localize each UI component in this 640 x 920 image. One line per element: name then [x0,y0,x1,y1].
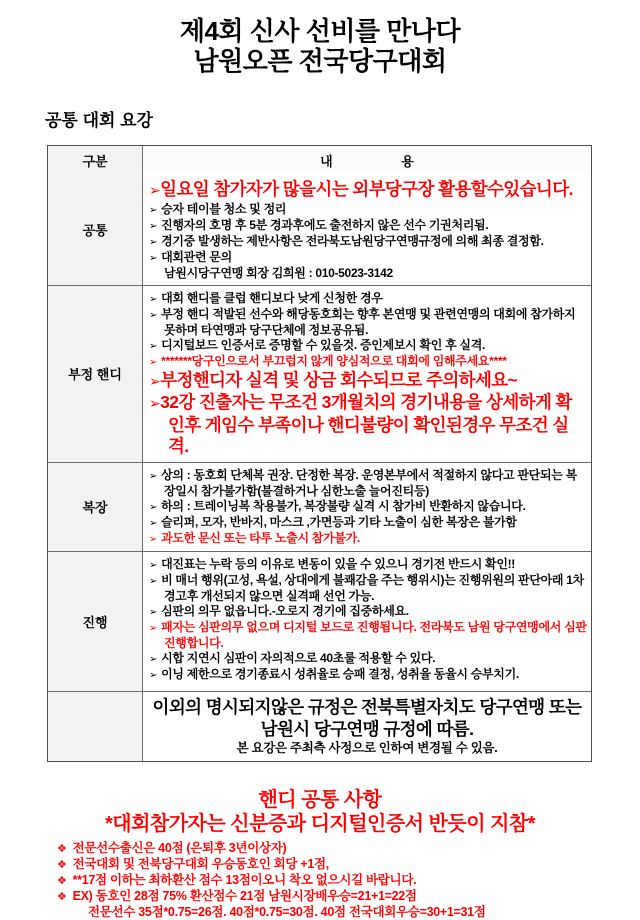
rule-item-text: 일요일 참가자가 많을시는 외부당구장 활용할수있습니다. [160,179,573,199]
row-category-label: 복장 [48,463,143,551]
arrow-bullet-icon: ➢ [149,252,158,264]
rule-item-text: 과도한 문신 또는 타투 노출시 참가불가. [161,530,360,545]
arrow-bullet-icon: ➢ [149,622,158,634]
rule-item-text: 하의 : 트레이닝복 착용불가, 복장불량 실격 시 참가비 반환하지 않습니다. [161,498,526,513]
diamond-bullet-icon: ❖ [57,858,67,871]
arrow-bullet-icon: ➢ [149,340,158,352]
rule-item-text: 부정 핸디 적발된 선수와 해당동호회는 향후 본연맹 및 관련연맹의 대회에 참가하지 못하며 타연맹과 당구단체에 정보공유됨. [161,306,576,337]
arrow-bullet-icon: ➢ [149,653,158,665]
rule-item-text: 심판의 의무 없읍니다.-오로지 경기에 집중하세요. [161,603,409,618]
rule-item [149,354,587,370]
rules-table [47,145,592,762]
handicap-title: 핸디 공통 사항 [258,788,382,811]
handicap-bullet-text: **17점 이하는 최하환산 점수 13점이오니 착오 없으시길 바랍니다. [72,872,417,887]
rule-item-text: 대회관련 문의 [161,249,232,264]
arrow-bullet-icon: ➢ [149,182,161,198]
arrow-bullet-icon: ➢ [149,395,161,411]
handicap-bullet-list [57,841,640,920]
rule-item [149,370,587,393]
rule-item [149,515,587,531]
handicap-bullet-item [57,905,640,920]
arrow-bullet-icon: ➢ [149,293,158,305]
rule-item [149,499,587,515]
rule-item [149,307,587,338]
arrow-bullet-icon: ➢ [149,309,158,321]
handicap-bullet-text: 전문선수출신은 40점 (은퇴후 3년이상자) [72,840,287,855]
rule-item-text: 비 매너 행위(고성, 욕설, 상대에게 불쾌감을 주는 행위시)는 진행위원의 판단아래 1차경고후 개선되지 않으면 실격패 선언 가능. [161,572,584,603]
table-header-row [48,146,591,174]
table-row [48,462,591,551]
handicap-bullet-text: EX) 동호인 28점 75% 환산점수 21점 남원시장배우승=21+1=22점 [72,888,417,903]
rule-item-text: 패자는 심판의무 없으며 디지털 보드로 진행됩니다. 전라북도 남원 당구연맹에서 심판 진행합니다. [161,619,587,650]
rule-item [149,250,587,266]
arrow-bullet-icon: ➢ [149,356,158,368]
handicap-bullet-item [57,857,640,873]
rule-item [149,620,587,651]
handicap-bullet-text: 전문선수 35점*0.75=26점. 40점*0.75=30점. 40점 전국대회우승=30+1=31점 [88,904,486,919]
rule-item-text: 대회 핸디를 클럽 핸디보다 낮게 신청한 경우 [161,290,383,305]
rule-item [149,338,587,354]
rule-item-text: 본 요강은 주최측 사정으로 인하여 변경될 수 있음. [236,740,498,755]
handicap-bullet-item [57,889,640,905]
rule-item-text: 이외의 명시되지않은 규정은 전북특별자치도 당구연맹 또는 남원시 당구연맹 규정에 따름. [152,696,582,739]
document-title-line1: 제4회 신사 선비를 만나다 [179,16,461,46]
handicap-bullet-item [57,841,640,857]
arrow-bullet-icon: ➢ [149,575,158,587]
arrow-bullet-icon: ➢ [149,204,158,216]
table-header-content: 내 용 [143,146,591,174]
rule-item-text: 이닝 제한으로 경기종료시 성취율로 승패 결정, 성취율 동율시 승부치기. [161,666,519,681]
row-category-label: 진행 [48,552,143,691]
rule-item [149,531,587,547]
rule-item [149,573,587,604]
handicap-bullet-item [57,873,640,889]
handicap-section [0,788,640,920]
rule-item [149,218,587,234]
arrow-bullet-icon: ➢ [149,236,158,248]
arrow-bullet-icon: ➢ [149,533,158,545]
rule-item-text: 32강 진출자는 무조건 3개월치의 경기내용을 상세하게 확인후 게임수 부족이나 핸디불량이 확인된경우 무조건 실격. [160,392,572,456]
arrow-bullet-icon: ➢ [149,220,158,232]
arrow-bullet-icon: ➢ [149,517,158,529]
section-heading: 공통 대회 요강 [45,111,153,130]
row-category-label [48,692,143,761]
row-content [143,463,591,551]
diamond-bullet-icon: ❖ [57,842,67,855]
rule-item [149,604,587,620]
rule-item-text: 슬리퍼, 모자, 반바지, 마스크 ,가면등과 기타 노출이 심한 복장은 불가함 [161,514,517,529]
rule-item-text: 진행자의 호명 후 5분 경과후에도 출전하지 않은 선수 기권처리됨. [161,217,489,232]
handicap-subtitle: *대회참가자는 신분증과 디지털인증서 반듯이 지참* [104,812,535,835]
row-category-label: 공통 [48,174,143,285]
rule-item [149,291,587,307]
rule-item [149,266,587,281]
rule-item [149,651,587,667]
arrow-bullet-icon: ➢ [149,501,158,513]
rule-item-text: 남원시당구연맹 회장 김희원 : 010-5023-3142 [164,265,393,280]
handicap-bullet-text: 전국대회 및 전북당구대회 우승동호인 회당 +1점, [72,856,329,871]
table-header-category: 구분 [48,146,143,174]
arrow-bullet-icon: ➢ [149,372,161,389]
row-content [143,174,591,285]
table-row [48,551,591,691]
rule-item-text: 디지털보드 인증서로 증명할 수 있을것. 증인제보시 확인 후 실격. [161,337,486,352]
rule-item-text: 승자 테이블 청소 및 정리 [161,201,287,216]
table-body [48,174,591,761]
rule-item [149,234,587,250]
rule-item-text: 부정핸디자 실격 및 상금 회수되므로 주의하세요~ [160,369,518,390]
rule-item [149,179,587,202]
rule-item [149,667,587,683]
row-content [143,692,591,761]
arrow-bullet-icon: ➢ [149,559,158,571]
row-category-label: 부정 핸디 [48,286,143,462]
arrow-bullet-icon: ➢ [149,669,158,681]
table-row [48,174,591,285]
row-content [143,286,591,462]
diamond-bullet-icon: ❖ [57,874,67,887]
row-content [143,552,591,691]
rule-item-text: 대진표는 누락 등의 이유로 변동이 있을 수 있으니 경기전 반드시 확인!! [161,556,516,571]
rule-item-text: 경기중 발생하는 제반사항은 전라북도남원당구연맹규정에 의해 최종 결정함. [161,233,544,248]
rule-item-text: 시합 지연시 심판이 자의적으로 40초룰 적용할 수 있다. [161,650,436,665]
document-title [0,0,640,76]
rule-item-text: 상의 : 동호회 단체복 권장. 단정한 복장. 운영본부에서 적절하지 않다고 판단되는 복장일시 참가불가함(불결하거나 심한노출 늘어진티등) [161,467,577,498]
arrow-bullet-icon: ➢ [149,470,158,482]
rule-item [149,202,587,218]
diamond-bullet-icon: ❖ [57,890,67,903]
rule-item [149,392,587,458]
rule-item [145,740,589,757]
document-title-line2: 남원오픈 전국당구대회 [193,46,447,76]
arrow-bullet-icon: ➢ [149,606,158,618]
rule-item-text: *******당구인으로서 부끄럽지 않게 양심적으로 대회에 임해주세요**** [161,353,507,368]
rule-item [149,557,587,573]
rule-item [145,696,589,740]
table-row [48,691,591,761]
rule-item [149,468,587,499]
table-row [48,285,591,462]
